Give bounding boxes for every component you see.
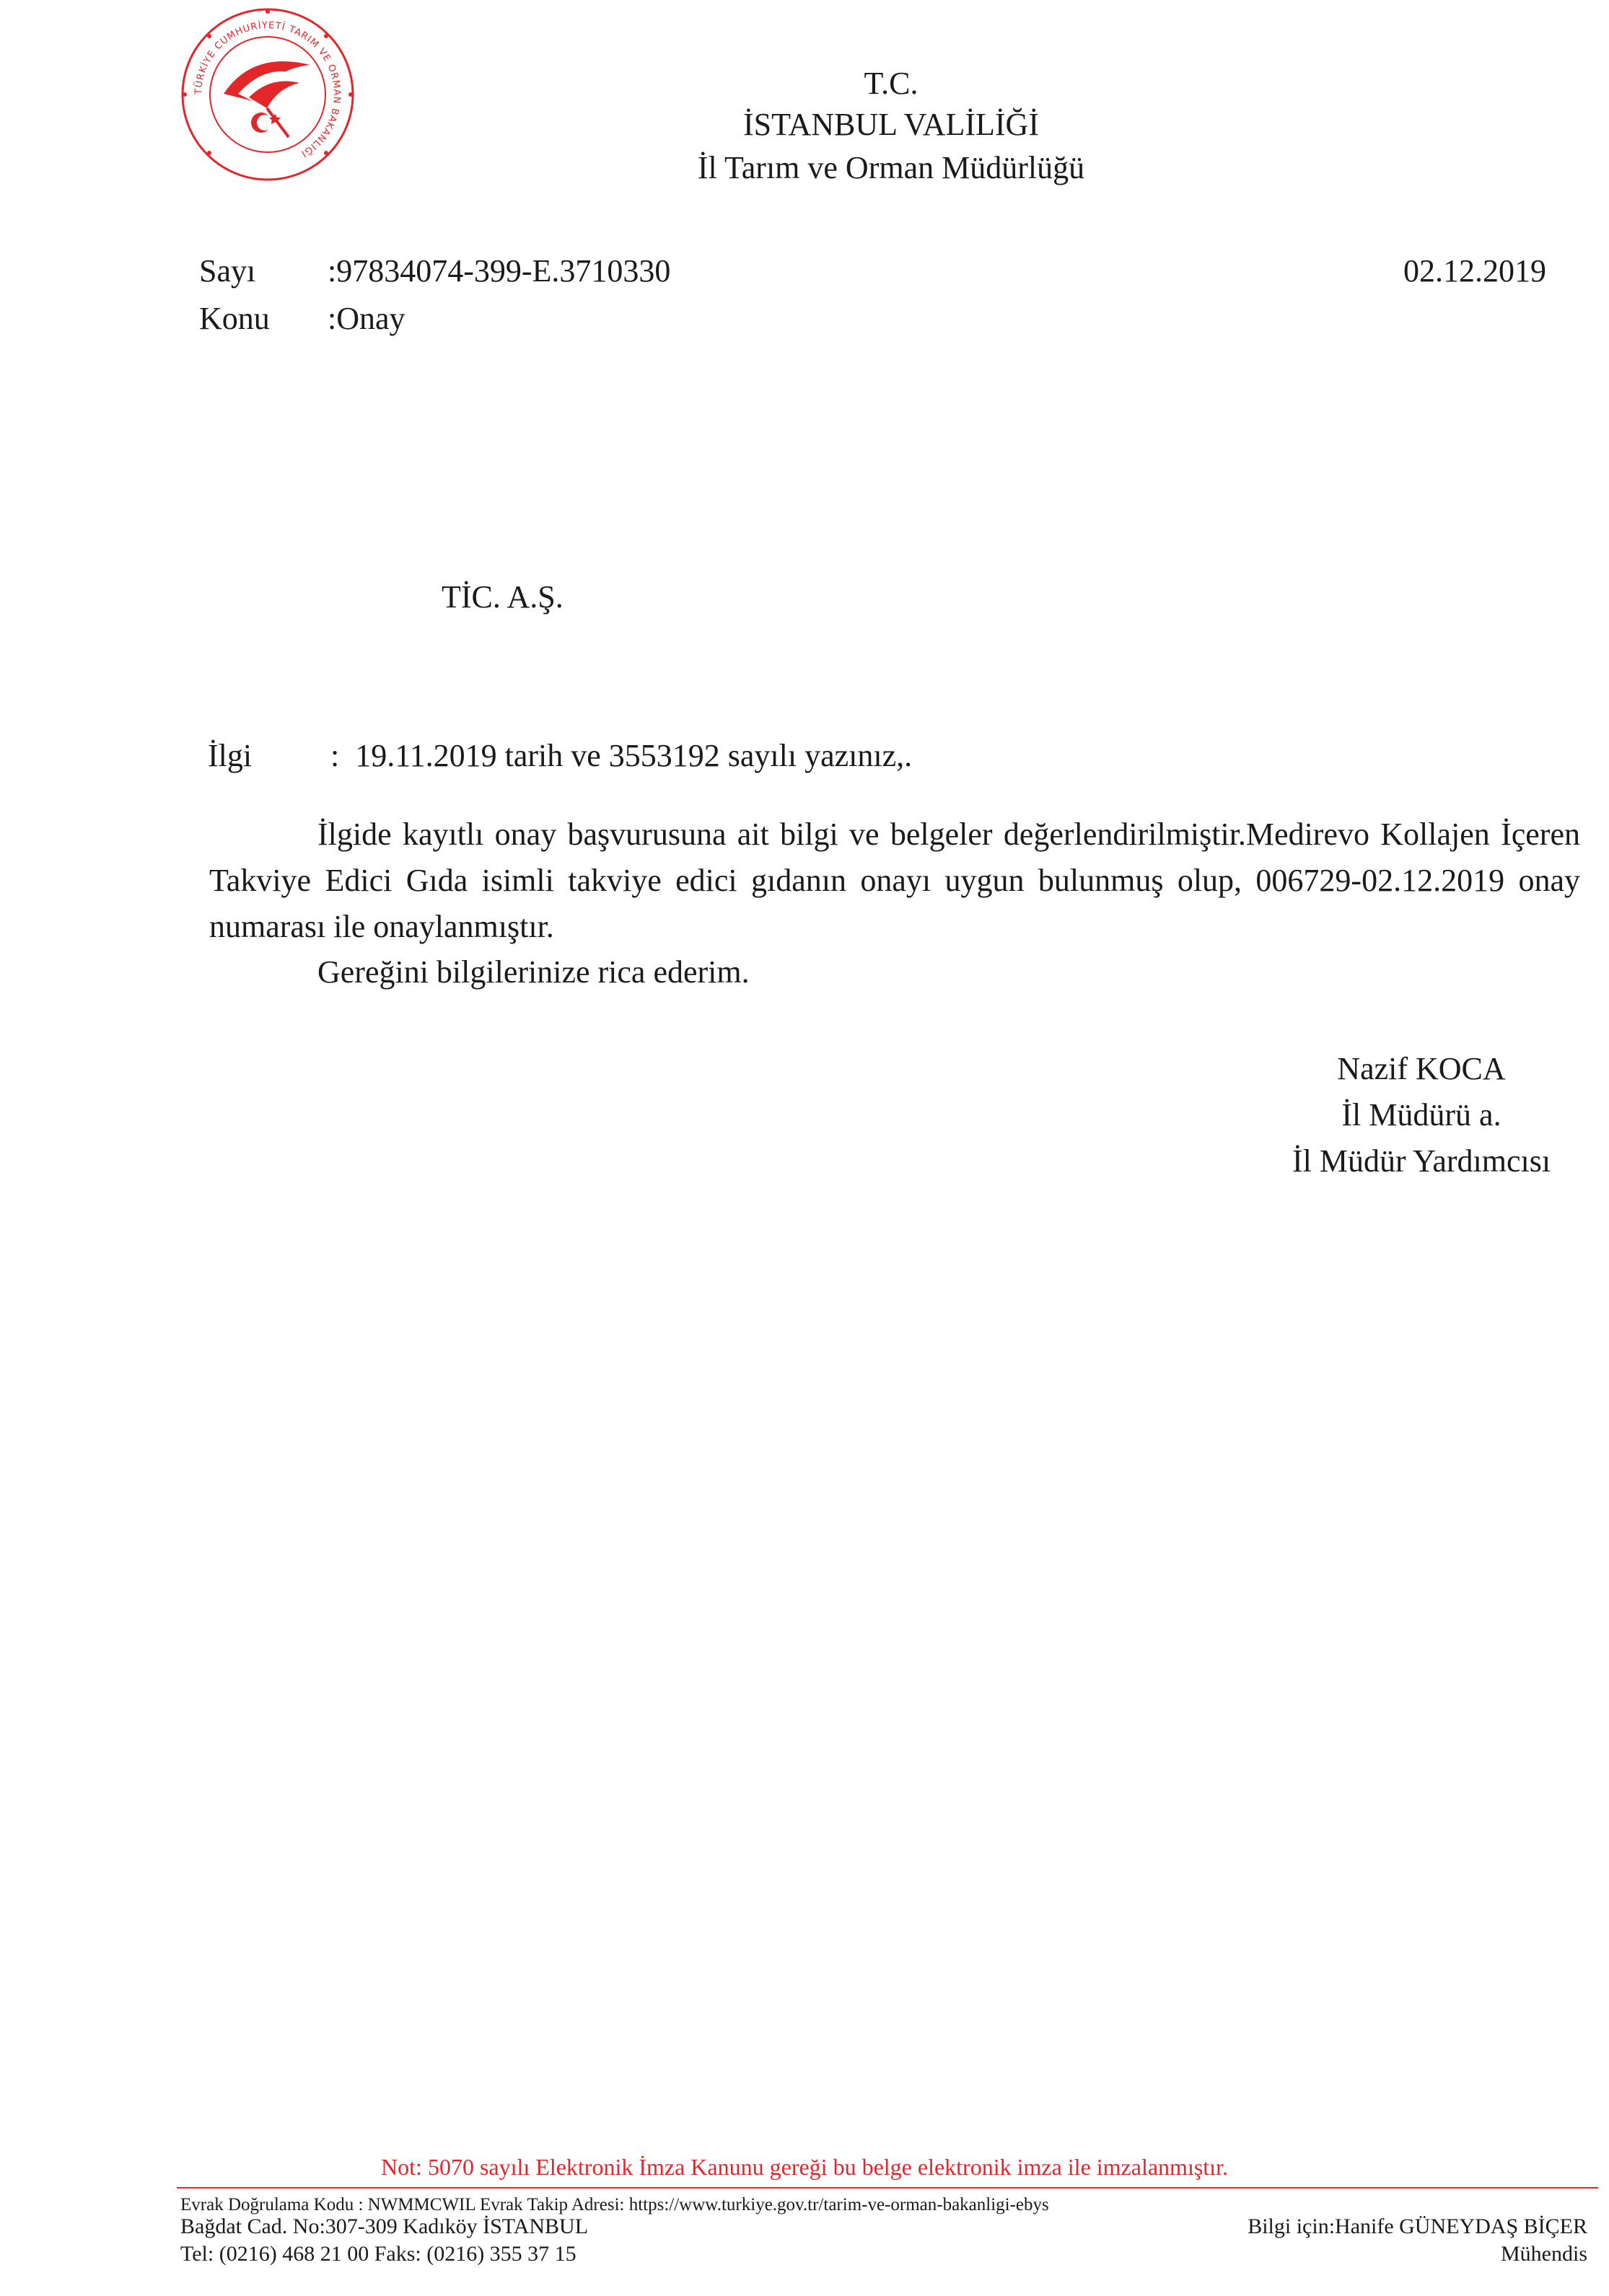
header-tc: T.C. (864, 66, 919, 101)
signer-title-1: İl Müdürü a. (1341, 1097, 1501, 1132)
konu-value: :Onay (328, 301, 405, 336)
ilgi-label: İlgi (208, 738, 253, 773)
konu-label: Konu (199, 301, 270, 336)
signature-block (1255, 1046, 1587, 1184)
body-paragraph-2: Gereğini bilgilerinize rica ederim. (317, 954, 750, 990)
footer-phone: Tel: (0216) 468 21 00 Faks: (0216) 355 37 15 (180, 2242, 576, 2266)
verification-code: Evrak Doğrulama Kodu : NWMMCWIL Evrak Takip Adresi: https://www.turkiye.gov.tr/tarim-ve-orman-bakanligi-ebys (180, 2195, 1049, 2214)
footer-address: Bağdat Cad. No:307-309 Kadıköy İSTANBUL (180, 2214, 589, 2238)
body-paragraph-1: İlgide kayıtlı onay başvurusuna ait bilgi ve belgeler değerlendirilmiştir.Medirevo Kollajen İçeren Takviye Edici Gıda isimli takviye edici gıdanın onayı uygun bulunmuş olup, 006729-02.12.2019 onay numarası ile onaylanmıştır. (209, 817, 1580, 944)
ilgi-value: : 19.11.2019 tarih ve 3553192 sayılı yazınız,. (330, 738, 913, 773)
e-signature-note: Not: 5070 sayılı Elektronik İmza Kanunu gereği bu belge elektronik imza ile imzalanmıştır. (381, 2154, 1228, 2180)
header-governorship: İSTANBUL VALİLİĞİ (743, 107, 1039, 142)
document-date: 02.12.2019 (1403, 253, 1546, 289)
signer-title-2: İl Müdür Yardımcısı (1292, 1143, 1551, 1179)
svg-text:TÜRKİYE CUMHURİYETİ TARIM VE O: TÜRKİYE CUMHURİYETİ TARIM VE ORMAN BAKANLIĞI (193, 19, 343, 159)
sayi-value: :97834074-399-E.3710330 (328, 253, 671, 289)
signer-name: Nazif KOCA (1337, 1051, 1506, 1086)
footer-divider (177, 2187, 1598, 2189)
sayi-label: Sayı (199, 253, 256, 289)
recipient: TİC. A.Ş. (442, 579, 564, 615)
header-directorate: İl Tarım ve Orman Müdürlüğü (697, 150, 1085, 185)
footer-info-contact: Bilgi için:Hanife GÜNEYDAŞ BİÇER (1248, 2214, 1587, 2238)
footer-info-title: Mühendis (1501, 2242, 1587, 2266)
